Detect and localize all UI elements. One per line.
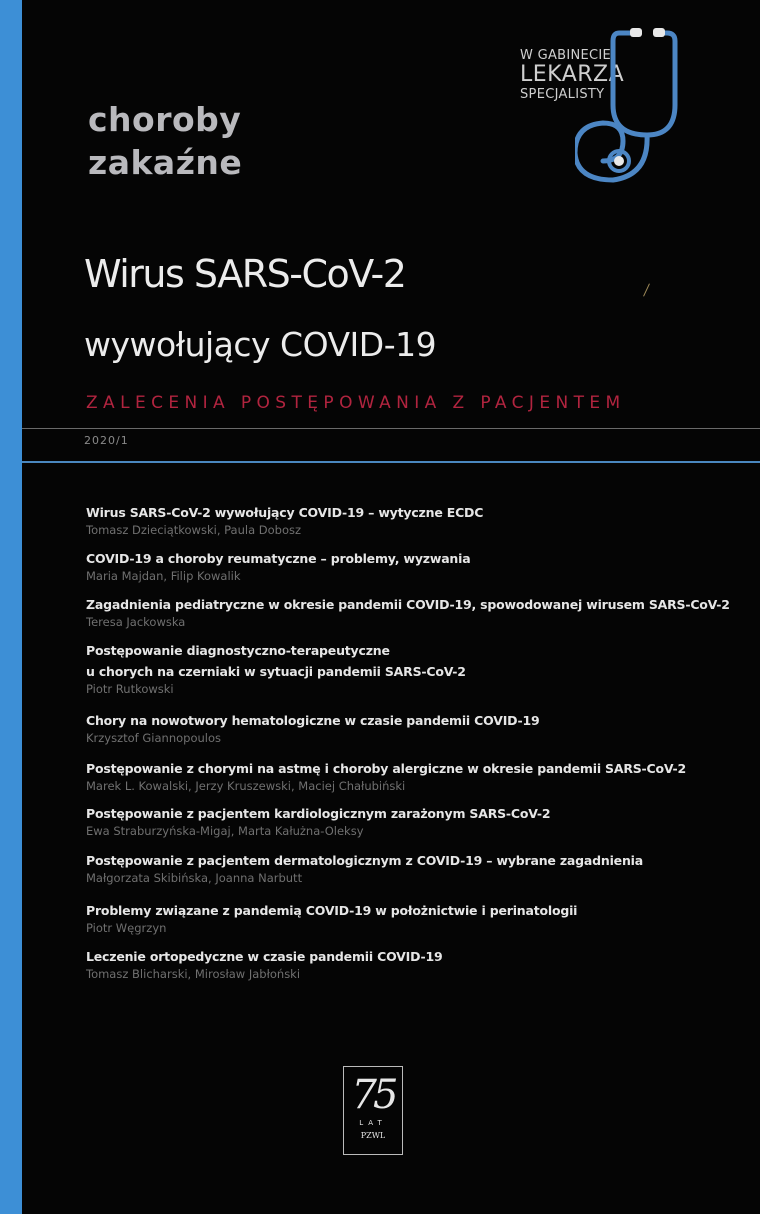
book-title-line-2: wywołujący COVID-19: [84, 325, 437, 364]
article-item: [86, 900, 577, 936]
badge-unit: LAT: [359, 1119, 387, 1127]
article-title: Postępowanie diagnostyczno-terapeutyczne: [86, 643, 390, 658]
logo-line-1: W GABINECIE: [520, 48, 612, 63]
series-line-2: zakaźne: [88, 143, 243, 182]
article-authors: Teresa Jackowska: [86, 615, 186, 629]
divider-gray: [22, 428, 760, 429]
article-item: [86, 594, 730, 630]
series-name: [88, 98, 242, 184]
article-authors: Krzysztof Giannopoulos: [86, 731, 222, 745]
book-title-line-1: Wirus SARS-CoV-2: [84, 252, 406, 296]
article-title: Zagadnienia pediatryczne w okresie pandemii COVID-19, spowodowanej wirusem SARS-CoV-2: [86, 597, 730, 612]
article-item: [86, 803, 550, 839]
issue-number: 2020/1: [84, 434, 129, 447]
publisher-logo: PZWL: [360, 1131, 386, 1140]
article-authors: Tomasz Dzieciątkowski, Paula Dobosz: [86, 523, 302, 537]
logo-line-2: LEKARZA: [520, 62, 625, 87]
divider-blue: [22, 461, 760, 463]
article-title-continued: u chorych na czerniaki w sytuacji pandemii SARS-CoV-2: [86, 664, 466, 679]
article-title: Leczenie ortopedyczne w czasie pandemii COVID-19: [86, 949, 443, 964]
article-authors: Maria Majdan, Filip Kowalik: [86, 569, 241, 583]
article-item: [86, 946, 442, 982]
article-authors: Małgorzata Skibińska, Joanna Narbutt: [86, 871, 303, 885]
article-title: Chory na nowotwory hematologiczne w czasie pandemii COVID-19: [86, 713, 540, 728]
article-title: Postępowanie z chorymi na astmę i choroby alergiczne w okresie pandemii SARS-CoV-2: [86, 761, 686, 776]
logo-line-3: SPECJALISTY: [520, 87, 605, 102]
anniversary-badge: [343, 1066, 403, 1155]
badge-number: 75: [351, 1072, 395, 1118]
spine-blue-strip: [0, 0, 22, 1214]
article-authors: Marek L. Kowalski, Jerzy Kruszewski, Maciej Chałubiński: [86, 779, 406, 793]
article-title: COVID-19 a choroby reumatyczne – problemy, wyzwania: [86, 551, 471, 566]
article-item: [86, 640, 466, 697]
article-item: [86, 850, 643, 886]
article-title: Problemy związane z pandemią COVID-19 w położnictwie i perinatologii: [86, 903, 578, 918]
article-authors: Piotr Rutkowski: [86, 682, 174, 696]
article-item: [86, 758, 686, 794]
scratch-mark: [643, 283, 650, 296]
series-line-1: choroby: [88, 100, 242, 139]
article-item: [86, 710, 540, 746]
book-subtitle: ZALECENIA POSTĘPOWANIA Z PACJENTEM: [86, 393, 626, 413]
article-item: [86, 548, 470, 584]
article-authors: Ewa Straburzyńska-Migaj, Marta Kałużna-Oleksy: [86, 824, 364, 838]
article-title: Postępowanie z pacjentem kardiologicznym zarażonym SARS-CoV-2: [86, 806, 551, 821]
article-item: [86, 502, 483, 538]
article-title: Wirus SARS-CoV-2 wywołujący COVID-19 – wytyczne ECDC: [86, 505, 484, 520]
article-title: Postępowanie z pacjentem dermatologicznym z COVID-19 – wybrane zagadnienia: [86, 853, 643, 868]
article-authors: Tomasz Blicharski, Mirosław Jabłoński: [86, 967, 301, 981]
article-authors: Piotr Węgrzyn: [86, 921, 167, 935]
stethoscope-icon: [575, 25, 720, 190]
